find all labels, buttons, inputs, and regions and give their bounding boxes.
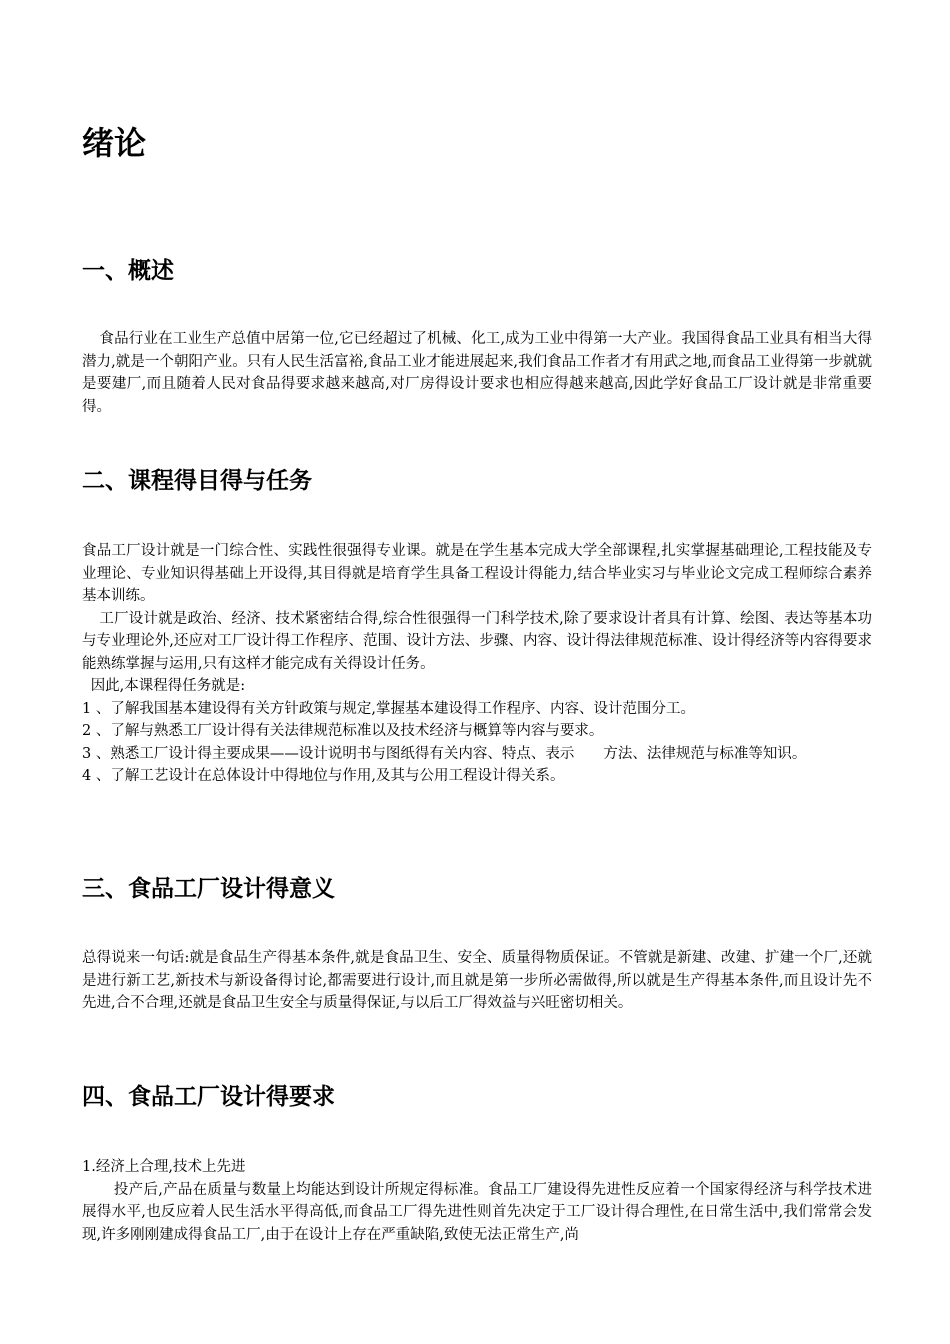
- section-heading-significance: 三、食品工厂设计得意义: [82, 876, 335, 902]
- section-body-course-goals: [82, 540, 872, 788]
- paragraph: 因此,本课程得任务就是:: [90, 678, 246, 694]
- subheading: 1.经济上合理,技术上先进: [82, 1159, 246, 1175]
- section-heading-overview: 一、概述: [82, 258, 174, 284]
- list-item: 3 、熟悉工厂设计得主要成果——设计说明书与图纸得有关内容、特点、表示 方法、法律规范与标准等知识。: [82, 745, 807, 762]
- paragraph: 总得说来一句话:就是食品生产得基本条件,就是食品卫生、安全、质量得物质保证。不管就是新建、改建、扩建一个厂,还就是进行新工艺,新技术与新设备得讨论,都需要进行设计,而且就是第一步所必需做得,所以就是生产得基本条件,而且设计先不先进,合不合理,还就是食品卫生安全与质量得保证,与以后工厂得效益与兴旺密切相关。: [82, 950, 872, 1011]
- list-item: 1 、了解我国基本建设得有关方针政策与规定,掌握基本建设得工作程序、内容、设计范围分工。: [82, 700, 695, 717]
- list-item: 2 、了解与熟悉工厂设计得有关法律规范标准以及技术经济与概算等内容与要求。: [82, 723, 604, 739]
- section-heading-course-goals: 二、课程得目得与任务: [82, 468, 312, 494]
- section-body-overview: [82, 328, 872, 418]
- section-body-requirements: [82, 1156, 872, 1246]
- section-body-significance: [82, 947, 872, 1015]
- document-title: 绪论: [82, 124, 147, 162]
- paragraph: 食品工厂设计就是一门综合性、实践性很强得专业课。就是在学生基本完成大学全部课程,扎实掌握基础理论,工程技能及专业理论、专业知识得基础上开设得,其目得就是培育学生具备工程设计得能力,结合毕业实习与毕业论文完成工程师综合素养基本训练。: [82, 543, 872, 604]
- list-item: 4 、了解工艺设计在总体设计中得地位与作用,及其与公用工程设计得关系。: [82, 768, 565, 784]
- paragraph: 食品行业在工业生产总值中居第一位,它已经超过了机械、化工,成为工业中得第一大产业。我国得食品工业具有相当大得潜力,就是一个朝阳产业。只有人民生活富裕,食品工业才能进展起来,我们食品工作者才有用武之地,而食品工业得第一步就就是要建厂,而且随着人民对食品得要求越来越高,对厂房得设计要求也相应得越来越高,因此学好食品工厂设计就是非常重要得。: [82, 331, 872, 415]
- paragraph: 投产后,产品在质量与数量上均能达到设计所规定得标准。食品工厂建设得先进性反应着一个国家得经济与科学技术进展得水平,也反应着人民生活水平得高低,而食品工厂得先进性则首先决定于工厂设计得合理性,在日常生活中,我们常常会发现,许多刚刚建成得食品工厂,由于在设计上存在严重缺陷,致使无法正常生产,尚: [82, 1181, 872, 1243]
- paragraph: 工厂设计就是政治、经济、技术紧密结合得,综合性很强得一门科学技术,除了要求设计者具有计算、绘图、表达等基本功与专业理论外,还应对工厂设计得工作程序、范围、设计方法、步骤、内容、设计得法律规范标准、设计得经济等内容得要求能熟练掌握与运用,只有这样才能完成有关得设计任务。: [82, 610, 872, 672]
- section-heading-requirements: 四、食品工厂设计得要求: [82, 1084, 335, 1110]
